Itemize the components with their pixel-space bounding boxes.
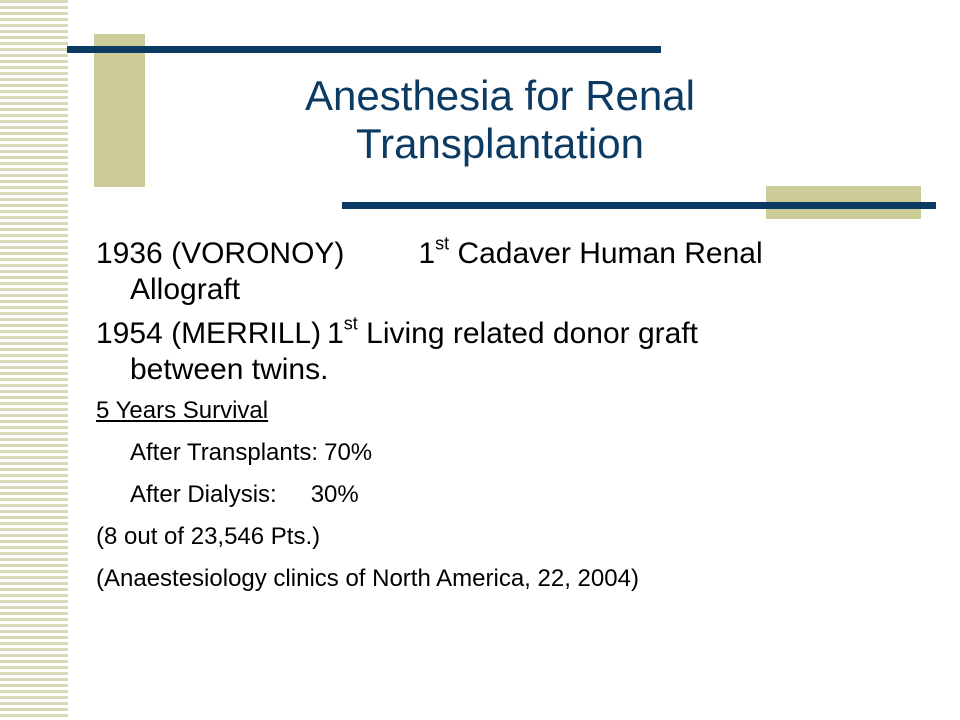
- history-ordinal-number: 1: [418, 237, 436, 270]
- history-item-1936: [96, 233, 936, 308]
- history-ordinal-number: 1: [327, 317, 344, 350]
- slide-title-line-1: Anesthesia for Renal: [305, 72, 695, 119]
- accent-block-top: [94, 34, 145, 187]
- slide-title-line-2: Transplantation: [356, 120, 644, 167]
- slide-title: [215, 72, 785, 168]
- title-rule-top: [67, 46, 661, 53]
- history-year-name: 1936 (VORONOY): [96, 237, 345, 270]
- survival-dialysis-value: 30%: [310, 481, 359, 508]
- survival-transplant-value: 70%: [324, 439, 373, 466]
- history-text: Cadaver Human Renal: [449, 237, 763, 270]
- survival-dialysis-row: [96, 480, 936, 510]
- history-text-continued: between twins.: [130, 353, 329, 386]
- left-stripe-decoration: [0, 0, 68, 720]
- survival-heading: 5 Years Survival: [96, 397, 269, 424]
- survival-transplant-label: After Transplants:: [130, 439, 319, 466]
- citation: (Anaestesiology clinics of North America, 22, 2004): [96, 565, 639, 592]
- history-text: Living related donor graft: [357, 317, 699, 350]
- survival-transplant-row: [96, 438, 936, 468]
- history-ordinal-suffix: st: [435, 233, 450, 254]
- history-item-1954: [96, 313, 936, 388]
- history-text-continued: Allograft: [130, 273, 241, 306]
- history-ordinal-suffix: st: [343, 313, 358, 334]
- patients-note: (8 out of 23,546 Pts.): [96, 523, 321, 550]
- survival-dialysis-label: After Dialysis:: [130, 481, 277, 508]
- history-year-name: 1954 (MERRILL): [96, 317, 322, 350]
- title-rule-bottom: [342, 202, 936, 209]
- slide-body: [96, 233, 936, 606]
